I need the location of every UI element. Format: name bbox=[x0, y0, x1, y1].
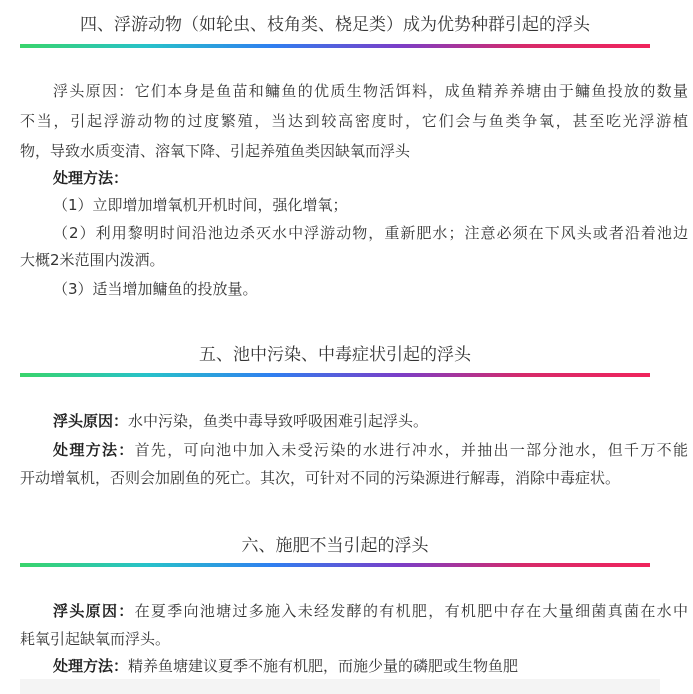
section-4-cause-line-1: 浮头原因：它们本身是鱼苗和鳙鱼的优质生物活饵料，成鱼精养养塘由于鳙鱼投放的数量 bbox=[53, 82, 688, 100]
section-5-method-label: 处理方法： bbox=[53, 441, 135, 459]
section-5-divider bbox=[20, 373, 650, 377]
next-block-edge bbox=[20, 679, 660, 694]
section-6-method-label: 处理方法： bbox=[53, 657, 129, 675]
section-4-cause-line-2: 不当，引起浮游动物的过度繁殖，当达到较高密度时，它们会与鱼类争氧，甚至吃光浮游植 bbox=[20, 112, 688, 130]
section-6-cause-text: 在夏季向池塘过多施入未经发酵的有机肥，有机肥中存在大量细菌真菌在水中 bbox=[134, 602, 688, 620]
section-5-method-text: 首先，可向池中加入未受污染的水进行冲水，并抽出一部分池水，但千万不能 bbox=[134, 441, 688, 459]
section-4-title: 四、浮游动物（如轮虫、枝角类、桡足类）成为优势种群引起的浮头 bbox=[80, 15, 590, 35]
section-4-step-1: （1）立即增加增氧机开机时间，强化增氧； bbox=[53, 196, 348, 214]
section-4-method-label: 处理方法： bbox=[53, 169, 129, 187]
section-5-method-cont: 开动增氧机，否则会加剧鱼的死亡。其次，可针对不同的污染源进行解毒，消除中毒症状。 bbox=[20, 469, 621, 487]
section-4-step-2: （2）利用黎明时间沿池边杀灭水中浮游动物，重新肥水；注意必须在下风头或者沿着池边 bbox=[53, 224, 688, 242]
section-5-cause-text: 水中污染，鱼类中毒导致呼吸困难引起浮头。 bbox=[128, 412, 429, 430]
section-4-step-2-cont: 大概2米范围内泼洒。 bbox=[20, 251, 165, 269]
section-6-method bbox=[20, 651, 688, 681]
section-5-method bbox=[20, 435, 688, 465]
section-4-divider bbox=[20, 44, 650, 48]
section-5-cause-label: 浮头原因： bbox=[53, 412, 129, 430]
section-6-cause-cont: 耗氧引起缺氧而浮头。 bbox=[20, 630, 171, 648]
section-4-step-3: （3）适当增加鳙鱼的投放量。 bbox=[53, 280, 258, 298]
section-6-method-text: 精养鱼塘建议夏季不施有机肥，而施少量的磷肥或生物鱼肥 bbox=[128, 657, 519, 675]
section-6-divider bbox=[20, 563, 650, 567]
section-6-cause bbox=[20, 596, 688, 626]
section-6-cause-label: 浮头原因： bbox=[53, 602, 135, 620]
section-4-cause-line-3: 物，导致水质变清、溶氧下降、引起养殖鱼类因缺氧而浮头 bbox=[20, 142, 411, 160]
section-6-title: 六、施肥不当引起的浮头 bbox=[241, 536, 429, 556]
section-5-cause bbox=[20, 406, 688, 436]
section-5-title: 五、池中污染、中毒症状引起的浮头 bbox=[199, 345, 471, 365]
